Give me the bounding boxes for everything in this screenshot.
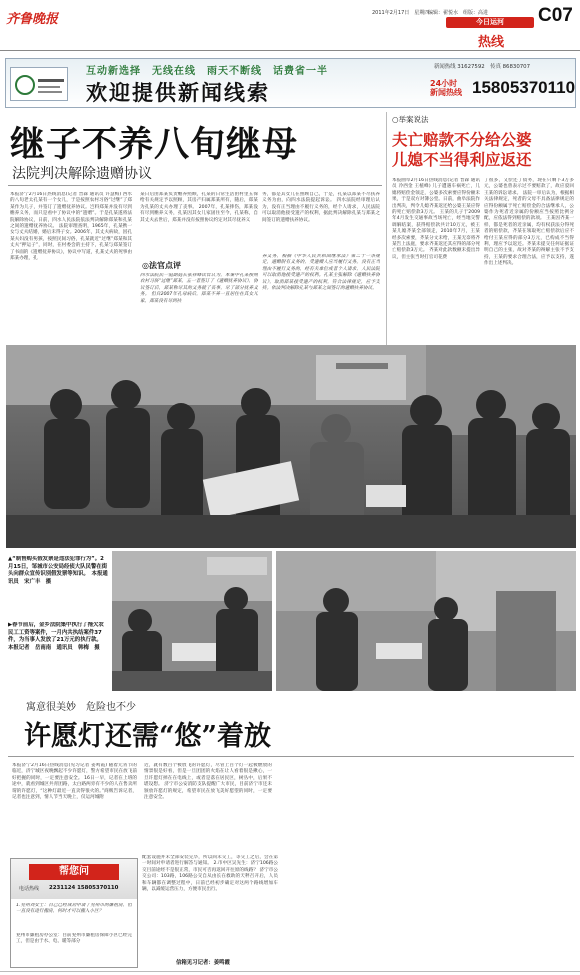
- circle-bullet-icon: ○: [392, 115, 399, 124]
- banner-fax: 新闻热线 31627592 传真 86830707: [434, 64, 531, 70]
- masthead: [0, 0, 580, 50]
- lantern-headline: 许愿灯还需“悠”着放: [24, 721, 272, 752]
- main-col-1: 本报济宁2月16日热线消息(记者 晋森 通讯员 许慧梅) 西水的八旬老太孔某有一个女儿，于是按照农村习俗“过继”了郑某作为儿子，并签订了遗赠抚养协议。岂料郑某并没有尽到赡养义务，而只是看中了协议中的“遗赠”。于是孔某遂将法院解除协议，日前，四水人民法院依法判决解除郑某和孔某之间的遗赠抚养协议。 法院审理查明，1965年，孔某携一女与丈夫结婚，婚后未得子女。2006年，其丈夫病故，因孔某夫妇没有男孩，按照民间习俗，孔某就近“过继”郑某和其丈夫“押运子”，同时，在村委会的主持下，孔某与郑某签订了书面的《遗赠抚养协议》，协议中写道，孔某丈夫的死事由郑某办理，孔: [10, 192, 132, 262]
- hotline-number: 15805370110: [472, 78, 576, 97]
- kicker-text: 举案说法: [398, 115, 429, 124]
- help-q1: 1.兖州刘女士：自己已经成功申请了兖州市的廉租房，但一直没有进行搬房，何时才可以搬入小区？: [16, 903, 132, 915]
- lantern-col-2: 近，就有数百个被放飞的许愿灯，尽管上百个灯一起被燃放的情景很是好看，但是一旦团团的火焰在让人看着很是揪心，一旦许愿灯掉在在电线上，或者是落在居民区，树丛中，后果不堪设想。 济宁市公安消防支队提醒广大市民，目前济宁市还未颁放许愿灯的规定，希望市民在放飞美好愿望的同时，一定要注意安全。: [144, 763, 272, 801]
- main-col-3: 务，都是其女儿在照顾自己，于是，孔某以郑某不尽扶养义务为由，向四水法院提起诉讼。 四水法院经审理后认为，没有正当理由不履行义务的，经个人请求，人民法院可以取消他接受遗产的权利，据此判决解除孔某与郑某之间签订的遗赠扶养协议。: [262, 192, 380, 223]
- right-col-2: 了很多，又偿还了债务，现在只剩下3万多元，公婆也曾表示过不要赔款了，故应驳回王某的诉讼请求。 法院一审后认为，根据相关法律规定，死者的父母不具备法律规定的应得份额属于死亡赔偿金的合法继承人，公婆作为死者近亲属的份额应当按照比例分配，应依法得到赔偿的款项。 王某因齐某一样，都是死者的近亲属，均有权获法分得死者的赔偿款，齐某在领取死亡赔偿款后应不给付王某应得的部分3万元，已构成不当得利，理应予以返还。齐某未提交任何证据证明自己的主张，故对齐某的辩解主张不予支持，王某的要求合理合法，应予以支持，遂作出上述判决。: [484, 178, 574, 267]
- main-col-2: 某日后由郑某负责赡养照顾，孔某的日常生活由村里五保给有关规定予以照顾，其房产归属郑某所有，随后，郑某为孔某的丈夫办理了丧事。 2007年，孔某摔伤，郑某没有尽到赡养义务，孔某因其女儿家固住至今，孔某称，自其丈夫去世后，郑某并没有按照协议约定对其尽抚养义: [140, 192, 258, 223]
- lantern-photo: [276, 551, 576, 691]
- masthead-rule: [0, 50, 580, 51]
- circle-bullet-icon: ◎: [142, 261, 149, 270]
- right-divider: [386, 112, 387, 352]
- date-line: 2011年2月17日 星期四: [372, 10, 430, 16]
- comment-body: 四水法院民一庭副庭长张祥峰读官认为，本案中孔某按照农村习俗“过继”郑某，五一者签订了《遗赠抚养协议》，协议签订后，郑某称尽其的义务就了丧事，尽了部分抚养义务。 但自2007年孔母病后，郑某不养一直居住在其女儿家，郑某没有尽到扶: [140, 273, 258, 304]
- court-scene-image: [112, 551, 272, 691]
- lantern-col-3: 配套设施并未全部安装完毕，所以尚未交工，等交工之后，会在第一时间对申请者进行解答与通知。 2.市中区吴先生：济宁106路公交目前途经不是很正常，市民可否再返回开往原的线路？ 济宁市公交公司：103路，106路公交自从由长在救助的天秤召开后，人员和车辆都在调整过程中，日前已经初步确定对这两个路线增加车辆，以减缓运营压力，方便市民出行。: [142, 855, 278, 893]
- crowd-scene-image: [6, 345, 576, 548]
- editor-line: 编辑：翟悦水 组版：高进: [428, 10, 489, 16]
- lantern-reporter: 信箱见习记者：姜鸣霞: [176, 960, 230, 966]
- lantern-col-1: 本报济宁2月16日热线消息(见习记者 姜鸣霞) 随着元宵节的临近，济宁城区夜晚飘起不少许愿灯，警方希望市民在放飞前好把握的同时，一定要注意安全。 16日一早，记者在上班的途中，就看到城区共青团路，太白路两旁有不少的人在售卖所谓的许愿灯，“这种灯最近一直卖得很火的。”商贩告诉记者，记者也注意到，情人节当天晚上，仅运河城附: [12, 763, 137, 801]
- hotline-banner: [5, 58, 576, 108]
- help-header: [11, 859, 137, 899]
- banner-title: 欢迎提供新闻线索: [86, 80, 270, 105]
- mobile-logo: [10, 67, 68, 101]
- page-number: C07: [538, 5, 573, 26]
- law-body: 养义务，根据《中华人民共和国继承法》第二十一条规定，遗赠附有义务的，受遗赠人应当履行义务。没有正当理由不履行义务的，经有关单位或者个人请求，人民法院可以取消他接受遗产的权利。孔某主张解除《遗赠扶养协议》，取消郑某接受遗产的权利，符合法律规定，应予支持。依法判决解除孔某与郑某之间签订的遗赠扶养协议。: [262, 254, 380, 292]
- section-name: 今日运河: [476, 18, 504, 26]
- help-phone-label: 电话热线: [19, 886, 40, 892]
- court-photo: [112, 551, 272, 691]
- lantern-rule: [8, 756, 574, 757]
- caption-1: ▲“制售购买假发票是违法犯罪行为”。2月15日，邹城市公安局经侦大队民警在街头向群众宣传识别假发票等知识。 本报通讯员 宋广丰 摄: [8, 556, 108, 585]
- help-title: 帮您问: [59, 866, 89, 877]
- subsection-name: 热线: [478, 35, 505, 50]
- police-photo: [6, 345, 576, 548]
- newspaper-logo: 齐鲁晚报: [6, 12, 59, 27]
- banner-slogan: 互动新选择 无线在线 雨天不断线 话费省一半: [86, 66, 328, 77]
- main-rule: [8, 185, 382, 186]
- help-a1: 兖州市廉租房办公室：目前兖州市廉租房保障小区已经完工，但是由于水、电、暖等部分: [16, 933, 132, 945]
- help-box: [10, 858, 138, 968]
- help-title-box: [29, 864, 119, 880]
- right-kicker: [392, 114, 429, 125]
- china-mobile-icon: [11, 68, 69, 102]
- lantern-kicker: 寓意很美妙 危险也不少: [26, 702, 136, 713]
- comment-label: 法官点评: [148, 261, 181, 270]
- main-headline: 继子不养八旬继母: [10, 124, 299, 165]
- caption-2: ▶春节前后，金乡法院集中执行了拖欠农民工工资等案件，一月内共执结案件37件，为当事人发放了21万元的执行款。 本报记者 岳南南 通讯员 韩梅 摄: [8, 622, 105, 651]
- right-headline: 夫亡赔款不分给公婆 儿媳不当得利应返还: [392, 131, 532, 169]
- right-col-1: 本报曲阜2月16日热线消息(记者 晋森 通讯员 冷西金 王植峰) 儿子遭遇车祸死亡，儿媳将赔偿金领走，公婆多次索要应得份额未果，于是双方对簿公堂。日前，曲阜法院作出判决，判令儿媳齐某返还给公婆王某应得的死亡赔偿款3万元。 王某的儿子于2009年4月发生交通事故当场死亡，经当地交警调解结案，获得赔偿款共计10万元，被王某儿媳齐某全部领走，2010年7月，王某经多次索要，齐某分文未给，王某无奈将齐某告上法庭，要求齐某返还其应得的部分死亡赔偿款3万元。 齐某对此款数额未提出异议，但主张当时打官司花费: [392, 178, 480, 260]
- section-tab: [446, 17, 534, 28]
- main-subhead: 法院判决解除遗赠协议: [12, 166, 152, 182]
- street-scene-image: [276, 551, 576, 691]
- help-phone: 2231124 15805370110: [49, 885, 119, 891]
- bottom-rule: [0, 971, 580, 972]
- hotline-label: 24小时 新闻热线: [430, 79, 462, 97]
- comment-title: [142, 260, 181, 271]
